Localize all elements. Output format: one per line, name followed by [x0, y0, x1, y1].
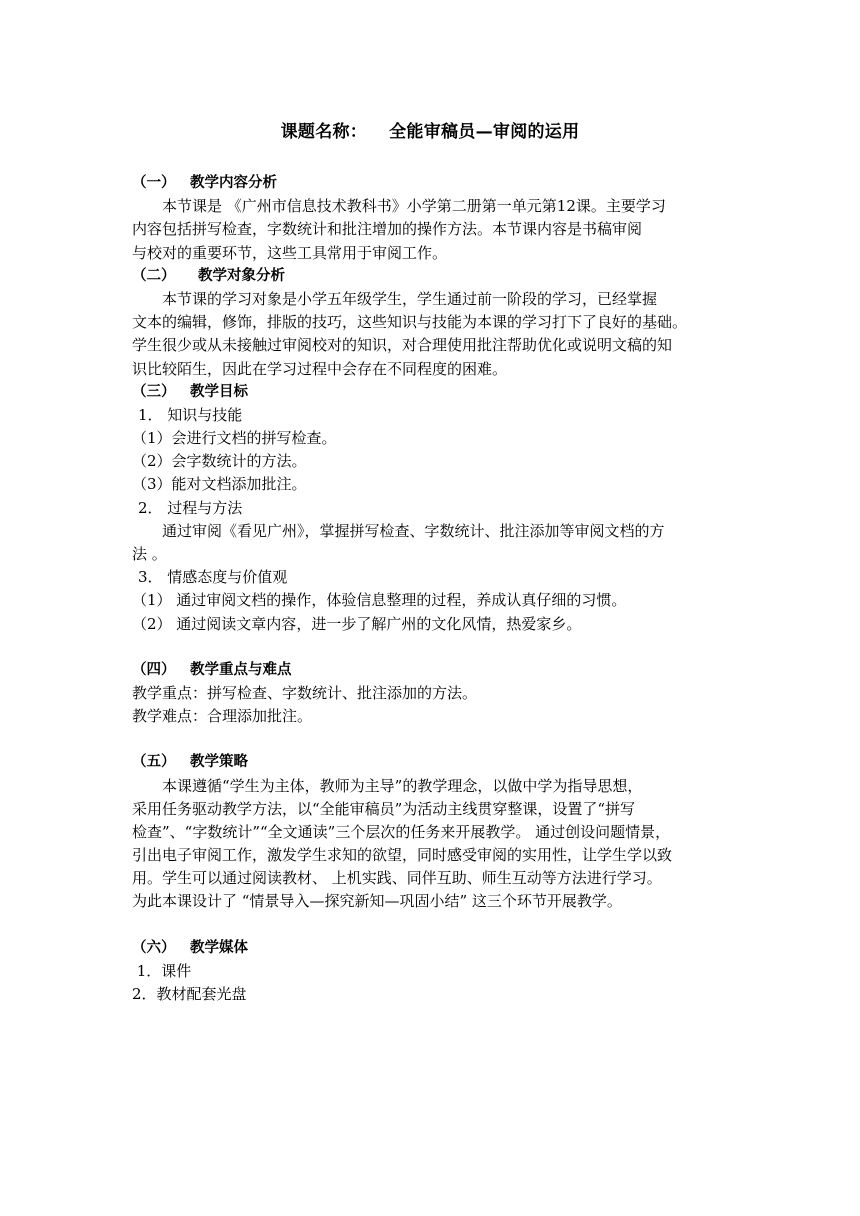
- section-number: （五）: [132, 754, 176, 771]
- paragraph-line: 检查”、“字数统计”“全文通读”三个层次的任务来开展教学。 通过创设问题情景，: [132, 822, 671, 841]
- section-title: 教学目标: [190, 383, 248, 400]
- paragraph-line: 本节课是 《广州市信息技术教科书》小学第二册第一单元第12课。主要学习: [162, 197, 666, 216]
- paragraph-line: 学生很少或从未接触过审阅校对的知识，对合理使用批注帮助优化或说明文稿的知: [132, 336, 673, 355]
- section-title: 教学内容分析: [190, 175, 277, 191]
- media-item: 2．教材配套光盘: [132, 985, 247, 1003]
- objective-item: （1）会进行文档的拼写检查。: [132, 429, 337, 448]
- media-item: 1．课件: [132, 961, 192, 980]
- blank-line: [132, 636, 732, 659]
- section-heading-objectives: [132, 381, 732, 404]
- objective-group-knowledge: 1． 知识与技能: [138, 405, 243, 424]
- section-heading-content-analysis: [132, 172, 732, 195]
- paragraph-line: 采用任务驱动教学方法，以“全能审稿员”为活动主线贯穿整课，设置了“拼写: [132, 799, 636, 818]
- objective-item: （3）能对文档添加批注。: [132, 475, 307, 494]
- paragraph-line: 本课遵循“学生为主体，教师为主导”的教学理念，以做中学为指导思想，: [162, 776, 643, 795]
- section-number: （二）: [132, 267, 176, 284]
- paragraph-line: 内容包括拼写检查，字数统计和批注增加的操作方法。本节课内容是书稿审阅: [132, 220, 643, 239]
- section-number: （一）: [132, 175, 176, 191]
- paragraph-line: 教学重点：拼写检查、字数统计、批注添加的方法。: [132, 683, 478, 702]
- objective-group-process: 2． 过程与方法: [138, 498, 243, 517]
- paragraph-line: 通过审阅《看见广州》，掌握拼写检查、字数统计、批注添加等审阅文档的方: [162, 521, 665, 540]
- blank-line: [132, 914, 732, 937]
- paragraph-line: 为此本课设计了 “情景导入—探究新知—巩固小结” 这三个环节开展教学。: [132, 892, 622, 911]
- section-number: （三）: [132, 383, 176, 400]
- section-heading-strategy: [132, 751, 732, 774]
- section-title: 教学重点与难点: [190, 661, 292, 678]
- paragraph-line: 识比较陌生，因此在学习过程中会存在不同程度的困难。: [132, 359, 508, 378]
- paragraph-line: 与校对的重要环节，这些工具常用于审阅工作。: [132, 243, 448, 262]
- section-heading-learner-analysis: [132, 265, 732, 288]
- section-title: 教学对象分析: [198, 267, 285, 284]
- paragraph-line: 法 。: [132, 545, 167, 563]
- objective-item: （2） 通过阅读文章内容，进一步了解广州的文化风情，热爱家乡。: [132, 614, 582, 633]
- section-title: 教学媒体: [190, 939, 248, 956]
- paragraph-line: 用。学生可以通过阅读教材、 上机实践、同伴互助、师生互动等方法进行学习。: [132, 869, 662, 888]
- section-title: 教学策略: [190, 754, 248, 771]
- section-number: （六）: [132, 939, 176, 956]
- section-heading-key-points: [132, 659, 732, 682]
- title-text: 全能审稿员—审阅的运用: [389, 122, 580, 142]
- objective-item: （1） 通过审阅文档的操作，体验信息整理的过程，养成认真仔细的习惯。: [132, 591, 627, 610]
- title-label: 课题名称：: [280, 122, 368, 142]
- section-number: （四）: [132, 661, 176, 678]
- paragraph-line: 教学难点：合理添加批注。: [132, 707, 313, 726]
- paragraph-line: 文本的编辑，修饰，排版的技巧，这些知识与技能为本课的学习打下了良好的基础。: [132, 313, 688, 332]
- paragraph-line: 本节课的学习对象是小学五年级学生，学生通过前一阶段的学习，已经掌握: [162, 289, 658, 308]
- paragraph-line: 引出电子审阅工作，激发学生求知的欲望，同时感受审阅的实用性，让学生学以致: [132, 846, 673, 865]
- objective-item: （2）会字数统计的方法。: [132, 452, 307, 471]
- objective-group-attitude: 3． 情感态度与价值观: [138, 568, 288, 587]
- document-title: [0, 117, 860, 142]
- document-body: [132, 172, 732, 1006]
- section-heading-media: [132, 937, 732, 960]
- blank-line: [132, 728, 732, 751]
